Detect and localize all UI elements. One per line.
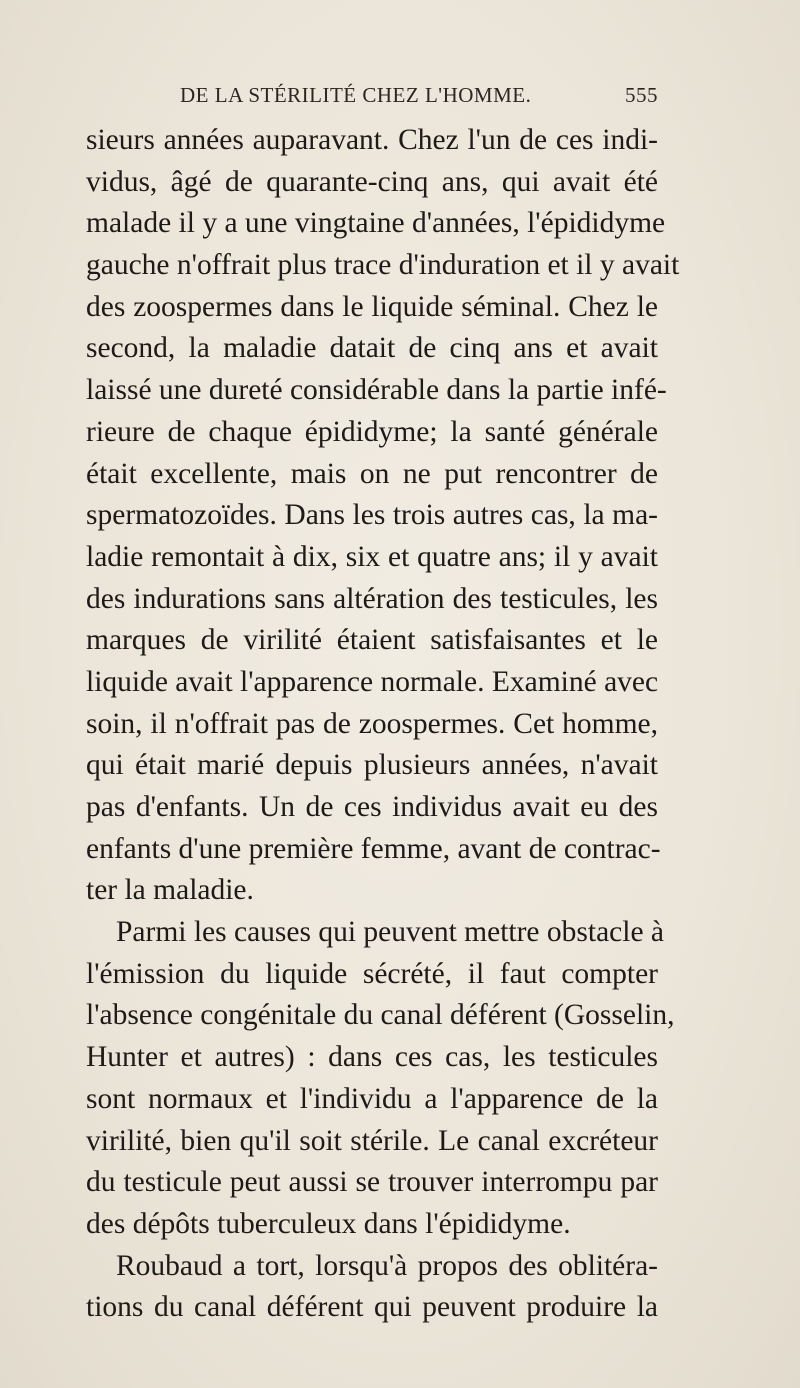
text-line: malade il y a une vingtaine d'années, l'épididyme xyxy=(86,207,666,240)
page-number: 555 xyxy=(625,83,658,107)
text-line: second, la maladie datait de cinq ans et avait xyxy=(86,332,658,365)
text-line: des indurations sans altération des testicules, les xyxy=(86,582,658,615)
text-line: sont normaux et l'individu a l'apparence de la xyxy=(86,1082,658,1115)
text-line: soin, il n'offrait pas de zoospermes. Cet homme, xyxy=(86,707,658,740)
text-line: qui était marié depuis plusieurs années, n'avait xyxy=(86,749,658,782)
text-line: liquide avait l'apparence normale. Examiné avec xyxy=(86,665,659,698)
text-line: l'émission du liquide sécrété, il faut compter xyxy=(86,957,658,990)
text-line: pas d'enfants. Un de ces individus avait eu des xyxy=(86,791,658,823)
text-line: rieure de chaque épididyme; la santé générale xyxy=(86,415,658,448)
text-line: sieurs années auparavant. Chez l'un de ces indi- xyxy=(86,124,658,156)
text-line: Hunter et autres) : dans ces cas, les testicules xyxy=(86,1041,658,1074)
text-line: spermatozoïdes. Dans les trois autres cas, la ma- xyxy=(86,499,658,532)
text-line: des zoospermes dans le liquide séminal. Chez le xyxy=(86,290,658,323)
text-line: du testicule peut aussi se trouver interrompu par xyxy=(86,1166,658,1199)
text-line: enfants d'une première femme, avant de contrac- xyxy=(86,832,661,865)
text-line: virilité, bien qu'il soit stérile. Le canal excréteur xyxy=(86,1124,658,1157)
text-line: laissé une dureté considérable dans la partie infé- xyxy=(86,374,667,407)
text-line: ladie remontait à dix, six et quatre ans; il y avait xyxy=(86,540,658,573)
text-line: gauche n'offrait plus trace d'induration et il y avait xyxy=(86,249,680,282)
text-line: des dépôts tuberculeux dans l'épididyme. xyxy=(86,1207,571,1240)
text-line: vidus, âgé de quarante-cinq ans, qui avait été xyxy=(86,165,658,198)
text-line: Parmi les causes qui peuvent mettre obstacle à xyxy=(116,916,665,949)
text-line: ter la maladie. xyxy=(86,874,254,907)
body-text xyxy=(86,120,680,1329)
running-title: DE LA STÉRILITÉ CHEZ L'HOMME. xyxy=(180,83,532,107)
text-line: marques de virilité étaient satisfaisantes et le xyxy=(86,624,658,657)
text-line: Roubaud a tort, lorsqu'à propos des oblitéra- xyxy=(116,1249,658,1282)
text-line: était excellente, mais on ne put rencontrer de xyxy=(86,457,658,490)
page-header xyxy=(180,83,658,113)
text-line: tions du canal déférent qui peuvent produire la xyxy=(86,1291,658,1324)
text-line: l'absence congénitale du canal déférent (Gosselin, xyxy=(86,999,675,1032)
